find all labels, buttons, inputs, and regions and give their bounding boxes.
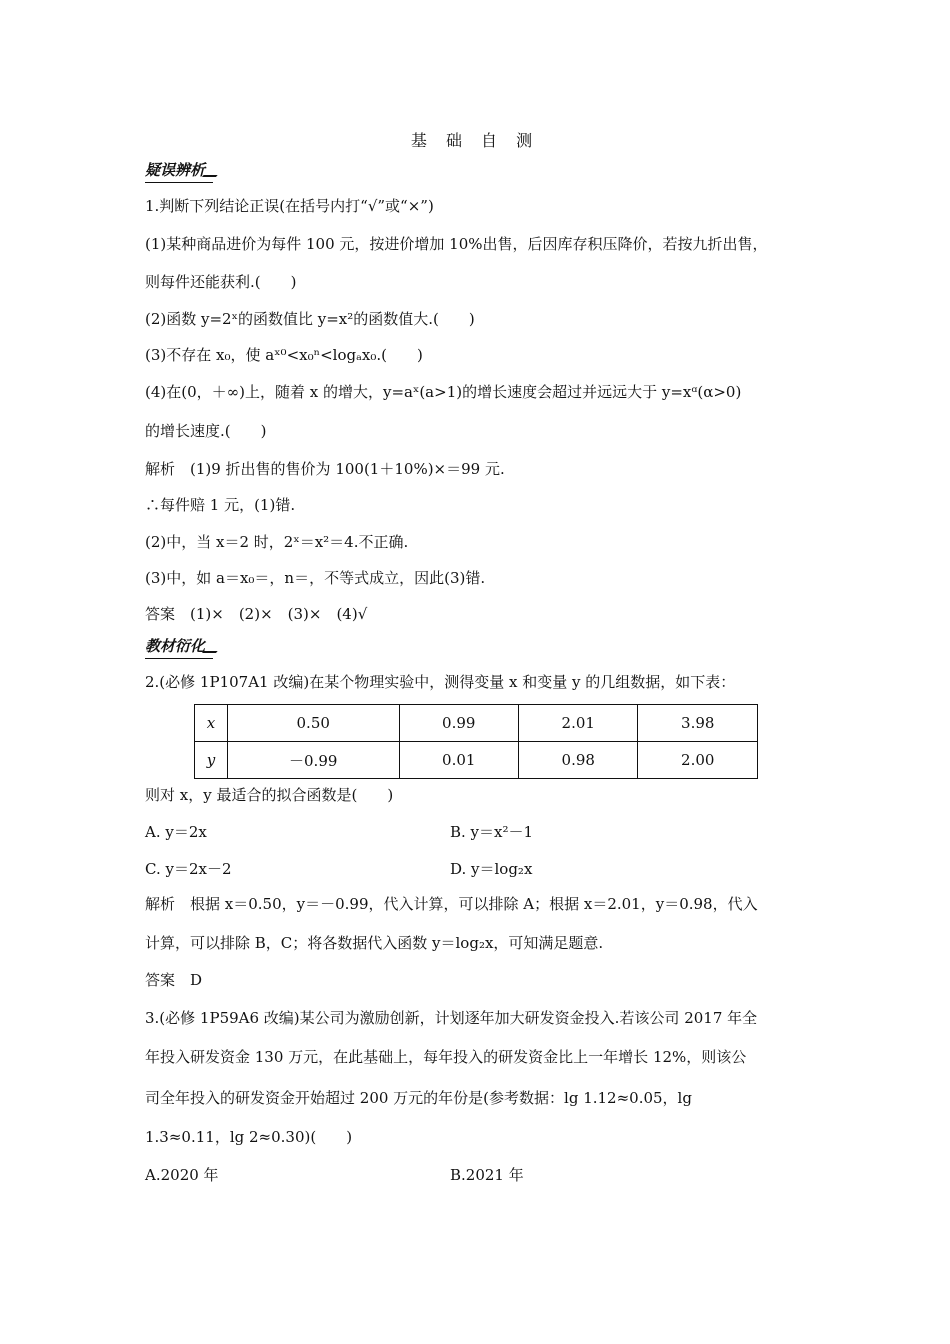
section-heading-misconceptions <box>145 160 221 180</box>
table-cell: 0.50 <box>227 705 399 742</box>
q1-part4-line1: (4)在(0，＋∞)上，随着 x 的增大，y=aˣ(a>1)的增长速度会超过并远远大于 y=xᵅ(α>0) <box>145 383 742 401</box>
q3-line-3: 司全年投入的研发资金开始超过 200 万元的年份是(参考数据：lg 1.12≈0.05，lg <box>145 1089 692 1107</box>
q2-answer: 答案 D <box>145 971 203 989</box>
q3-option-b: B.2021 年 <box>450 1166 524 1184</box>
section-heading-textbook <box>145 636 221 656</box>
section-heading-label: 疑误辨析 <box>145 161 206 179</box>
data-table <box>194 704 758 779</box>
table-cell: 2.01 <box>519 705 638 742</box>
table-cell: －0.99 <box>227 742 399 779</box>
q1-part3: (3)不存在 x₀，使 aˣ⁰<x₀ⁿ<logₐx₀.( ) <box>145 346 423 364</box>
q1-solution-2: ∴每件赔 1 元，(1)错. <box>145 496 296 514</box>
q1-solution-1: 解析 (1)9 折出售的售价为 100(1＋10%)×＝99 元. <box>145 460 505 478</box>
table-cell: x <box>195 705 228 742</box>
q3-line-2: 年投入研发资金 130 万元，在此基础上，每年投入的研发资金比上一年增长 12%，则该公 <box>145 1048 747 1066</box>
q1-answer: 答案 (1)× (2)× (3)× (4)√ <box>145 605 368 623</box>
q2-solution-1: 解析 根据 x＝0.50，y＝－0.99，代入计算，可以排除 A；根据 x＝2.01，y＝0.98，代入 <box>145 895 758 913</box>
q2-option-b: B. y＝x²－1 <box>450 823 534 841</box>
q3-option-a: A.2020 年 <box>145 1166 219 1184</box>
q2-option-a: A. y＝2x <box>145 823 207 841</box>
table-cell: 2.00 <box>638 742 758 779</box>
table-cell: 3.98 <box>638 705 758 742</box>
q1-part1-line1: (1)某种商品进价为每件 100 元，按进价增加 10%出售，后因库存积压降价，若按九折出售， <box>145 235 768 253</box>
q3-line-1: 3.(必修 1P59A6 改编)某公司为激励创新，计划逐年加大研发资金投入.若该公司 2017 年全 <box>145 1009 758 1027</box>
q2-stem: 2.(必修 1P107A1 改编)在某个物理实验中，测得变量 x 和变量 y 的几组数据，如下表： <box>145 673 736 691</box>
q3-line-4: 1.3≈0.11，lg 2≈0.30)( ) <box>145 1128 353 1146</box>
q2-option-d: D. y＝log₂x <box>450 860 533 878</box>
q2-ask: 则对 x，y 最适合的拟合函数是( ) <box>145 786 394 804</box>
table-cell: y <box>195 742 228 779</box>
q2-solution-2: 计算，可以排除 B，C；将各数据代入函数 y＝log₂x，可知满足题意. <box>145 934 604 952</box>
q2-option-c: C. y＝2x－2 <box>145 860 232 878</box>
section-heading-label: 教材衍化 <box>145 637 206 655</box>
q1-solution-3: (2)中，当 x＝2 时，2ˣ＝x²＝4.不正确. <box>145 533 409 551</box>
table-cell: 0.01 <box>399 742 518 779</box>
table-row <box>195 742 758 779</box>
q1-stem: 1.判断下列结论正误(在括号内打“√”或“×”) <box>145 197 434 215</box>
q1-part2: (2)函数 y=2ˣ的函数值比 y=x²的函数值大.( ) <box>145 310 475 328</box>
page-title: 基 础 自 测 <box>410 131 540 150</box>
table-cell: 0.98 <box>519 742 638 779</box>
q1-solution-4: (3)中，如 a＝x₀＝，n＝，不等式成立，因此(3)错. <box>145 569 486 587</box>
q1-part4-line2: 的增长速度.( ) <box>145 422 267 440</box>
table-cell: 0.99 <box>399 705 518 742</box>
table-row <box>195 705 758 742</box>
q1-part1-line2: 则每件还能获利.( ) <box>145 273 297 291</box>
